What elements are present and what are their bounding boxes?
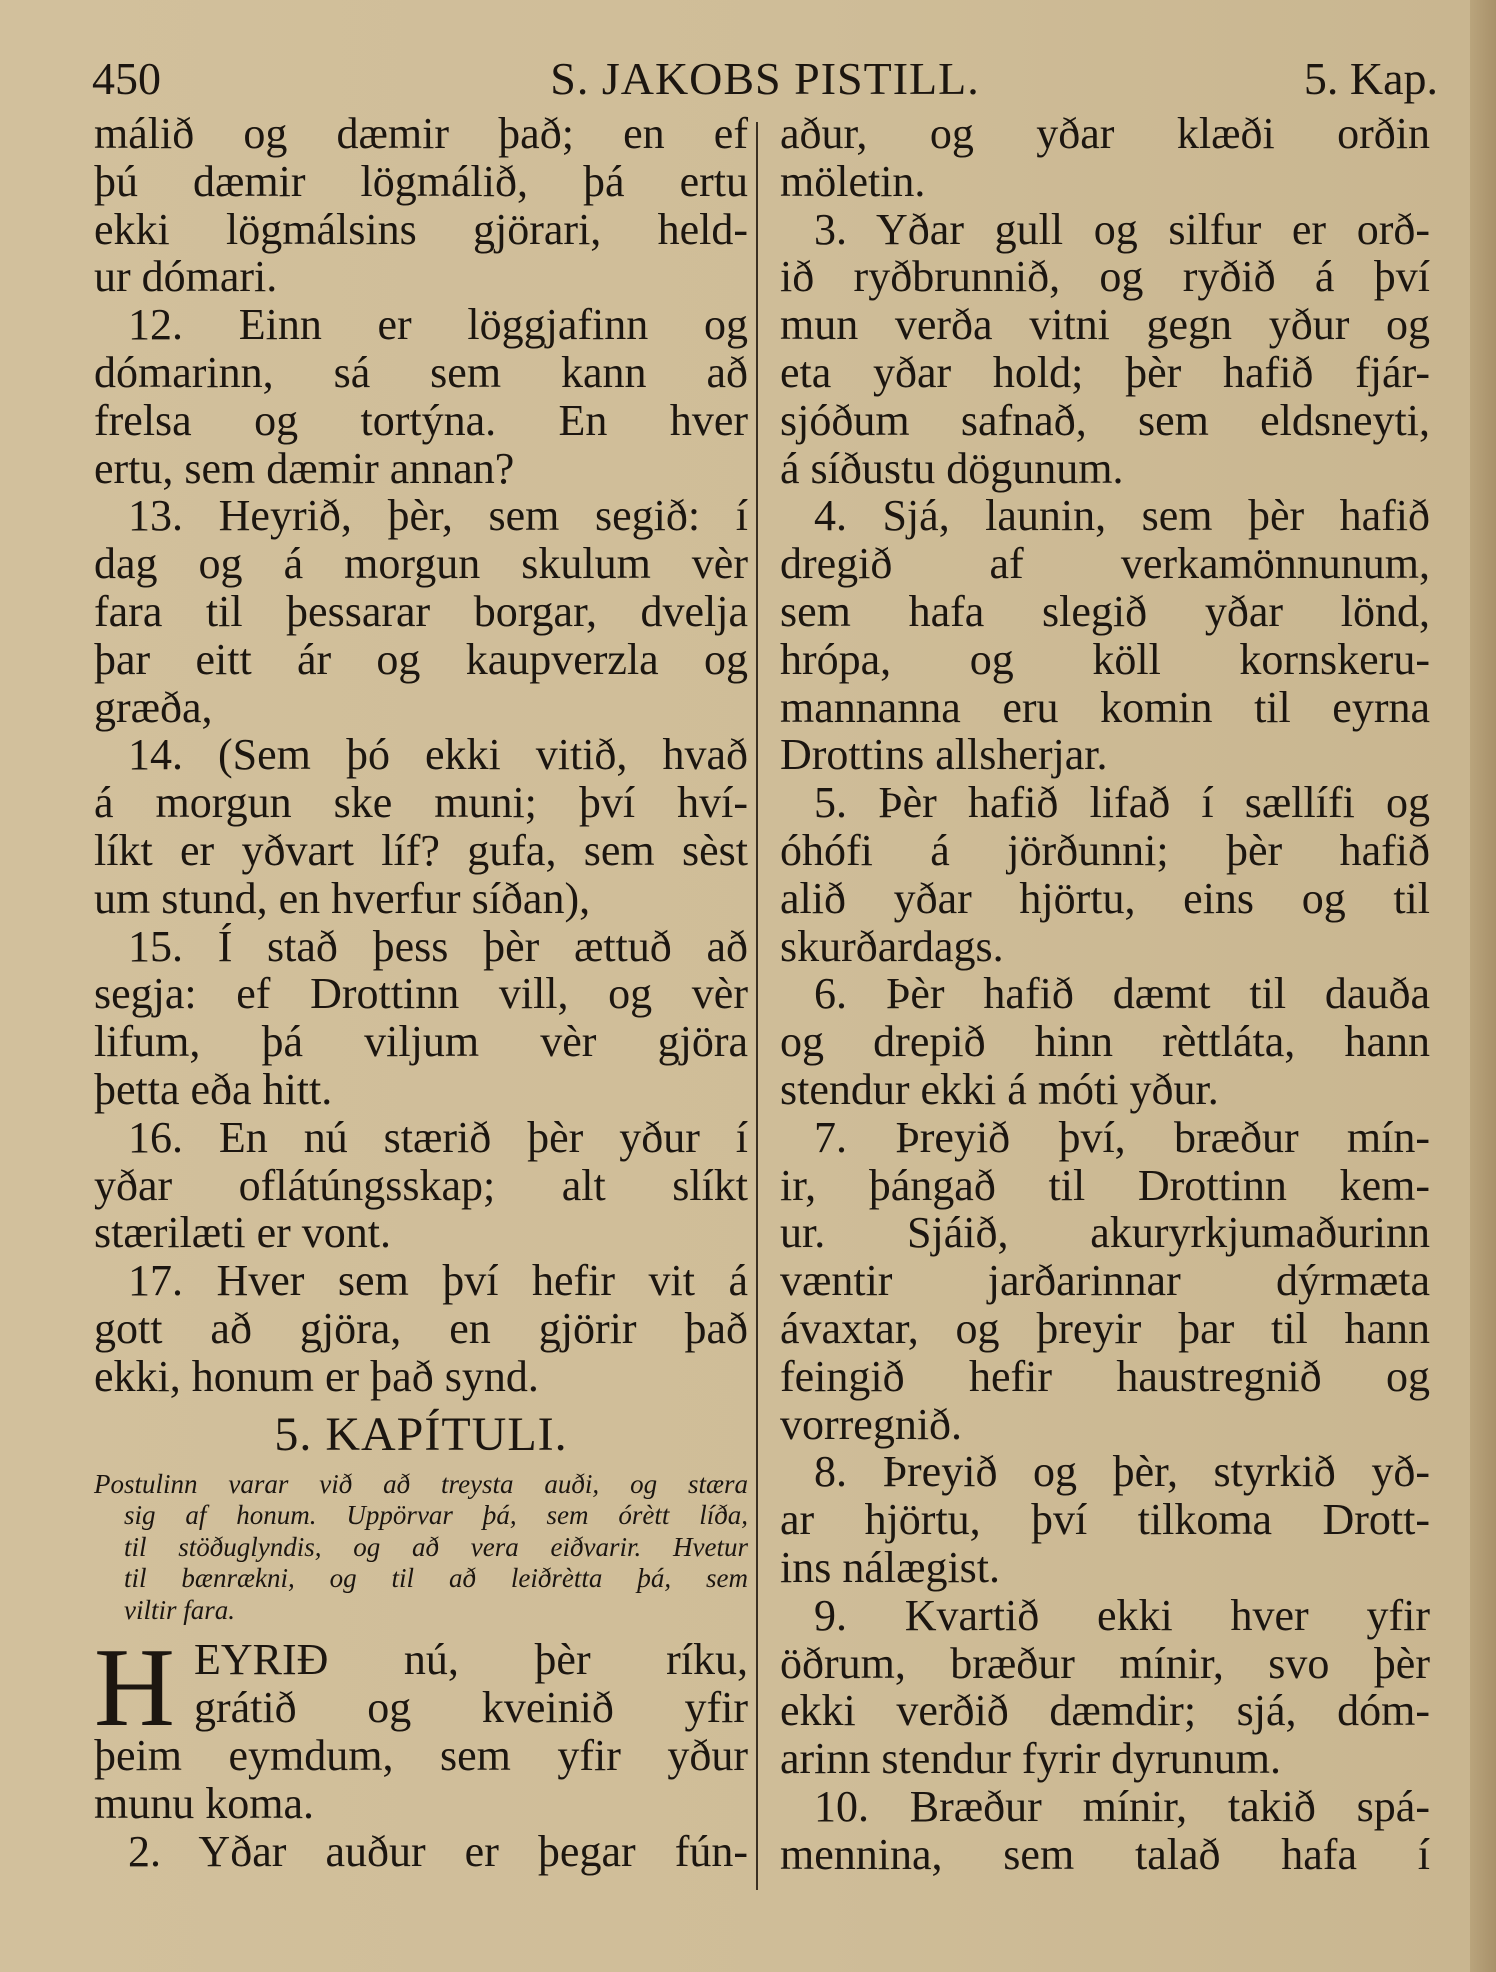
text-line: 13. Heyrið, þèr, sem segið: í bbox=[128, 491, 748, 541]
summary-line: til bænrækni, og til að leiðrètta þá, sem bbox=[124, 1563, 748, 1594]
text-line: þú dæmir lögmálið, þá ertu bbox=[94, 156, 748, 206]
right-text-block bbox=[780, 110, 1430, 1878]
text-line: mannanna eru komin til eyrna bbox=[780, 682, 1430, 732]
text-line: ekki verðið dæmdir; sjá, dóm- bbox=[780, 1686, 1430, 1736]
text-line: 4. Sjá, launin, sem þèr hafið bbox=[814, 491, 1430, 541]
text-line: þeim eymdum, sem yfir yður bbox=[94, 1731, 748, 1781]
text-line: feingið hefir haustregnið og bbox=[780, 1351, 1430, 1401]
left-column bbox=[94, 110, 748, 1875]
text-line: 6. Þèr hafið dæmt til dauða bbox=[814, 969, 1430, 1019]
text-line: 15. Í stað þess þèr ættuð að bbox=[128, 921, 748, 971]
text-line: 7. Þreyið því, bræður mín- bbox=[814, 1112, 1430, 1162]
text-line: líkt er yðvart líf? gufa, sem sèst bbox=[94, 825, 748, 875]
text-line: ur dómari. bbox=[94, 252, 278, 302]
text-line: þetta eða hitt. bbox=[94, 1064, 333, 1114]
text-line: gott að gjöra, en gjörir það bbox=[94, 1303, 748, 1353]
text-line: lifum, þá viljum vèr gjöra bbox=[94, 1017, 748, 1067]
text-line: málið og dæmir það; en ef bbox=[94, 109, 748, 158]
text-line: um stund, en hverfur síðan), bbox=[94, 873, 591, 923]
left-text-block-end bbox=[94, 1732, 748, 1875]
text-line: ur. Sjáið, akuryrkjumaðurinn bbox=[780, 1208, 1430, 1258]
text-line: segja: ef Drottinn vill, og vèr bbox=[94, 969, 748, 1019]
text-line: arinn stendur fyrir dyrunum. bbox=[780, 1734, 1281, 1784]
text-line: frelsa og tortýna. En hver bbox=[94, 395, 748, 445]
text-line: ávaxtar, og þreyir þar til hann bbox=[780, 1303, 1430, 1353]
summary-line: Postulinn varar við að treysta auði, og stæra bbox=[94, 1468, 748, 1499]
text-line: skurðardags. bbox=[780, 921, 1004, 971]
text-line: á morgun ske muni; því hví- bbox=[94, 778, 748, 828]
running-header bbox=[92, 48, 1438, 110]
text-line: 8. Þreyið og þèr, styrkið yð- bbox=[814, 1447, 1430, 1497]
text-line: Drottins allsherjar. bbox=[780, 730, 1108, 780]
text-line: stærilæti er vont. bbox=[94, 1208, 391, 1258]
column-divider bbox=[756, 122, 758, 1890]
summary-line: til stöðuglyndis, og að vera eiðvarir. Hvetur bbox=[124, 1531, 748, 1562]
text-line: væntir jarðarinnar dýrmæta bbox=[780, 1256, 1430, 1306]
text-line: óhófi á jörðunni; þèr hafið bbox=[780, 825, 1430, 875]
chapter-marker: 5. Kap. bbox=[1303, 53, 1438, 104]
text-line: alið yðar hjörtu, eins og til bbox=[780, 873, 1430, 923]
chapter-heading: 5. KAPÍTULI. bbox=[274, 1407, 568, 1461]
text-line: 14. (Sem þó ekki vitið, hvað bbox=[128, 730, 748, 780]
summary-line: viltir fara. bbox=[124, 1594, 236, 1625]
text-line: ir, þángað til Drottinn kem- bbox=[780, 1160, 1430, 1210]
text-line: grátið og kveinið yfir bbox=[194, 1683, 748, 1733]
text-line: 5. Þèr hafið lifað í sællífi og bbox=[814, 778, 1430, 828]
text-line: 16. En nú stærið þèr yður í bbox=[128, 1112, 748, 1162]
running-title: S. JAKOBS PISTILL. bbox=[550, 53, 980, 104]
text-line: stendur ekki á móti yður. bbox=[780, 1064, 1219, 1114]
text-line: mennina, sem talað hafa í bbox=[780, 1829, 1430, 1879]
text-line: á síðustu dögunum. bbox=[780, 443, 1124, 493]
page-edge bbox=[1470, 0, 1496, 1972]
text-line: vorregnið. bbox=[780, 1399, 963, 1449]
text-line: og drepið hinn rèttláta, hann bbox=[780, 1017, 1430, 1067]
text-line: þar eitt ár og kaupverzla og bbox=[94, 634, 748, 684]
text-line: öðrum, bræður mínir, svo þèr bbox=[780, 1638, 1430, 1688]
text-line: hrópa, og köll kornskeru- bbox=[780, 634, 1430, 684]
text-line: 2. Yðar auður er þegar fún- bbox=[128, 1826, 748, 1876]
text-line: 10. Bræður mínir, takið spá- bbox=[814, 1781, 1430, 1831]
text-line: sjóðum safnað, sem eldsneyti, bbox=[780, 395, 1430, 445]
text-line: ertu, sem dæmir annan? bbox=[94, 443, 515, 493]
text-line: ið ryðbrunnið, og ryðið á því bbox=[780, 252, 1430, 302]
text-line: dómarinn, sá sem kann að bbox=[94, 347, 748, 397]
drop-cap: H bbox=[94, 1626, 175, 1751]
text-line: EYRIÐ nú, þèr ríku, bbox=[194, 1635, 748, 1685]
text-line: munu koma. bbox=[94, 1778, 314, 1828]
opening-paragraph bbox=[94, 1626, 748, 1751]
chapter-summary bbox=[94, 1469, 748, 1627]
text-line: dag og á morgun skulum vèr bbox=[94, 539, 748, 589]
left-text-block bbox=[94, 110, 748, 1401]
text-line: ekki lögmálsins gjörari, held- bbox=[94, 204, 748, 254]
text-line: aður, og yðar klæði orðin bbox=[780, 109, 1430, 158]
text-line: fara til þessarar borgar, dvelja bbox=[94, 586, 748, 636]
text-line: mun verða vitni gegn yður og bbox=[780, 300, 1430, 350]
text-line: eta yðar hold; þèr hafið fjár- bbox=[780, 347, 1430, 397]
text-line: yðar oflátúngsskap; alt slíkt bbox=[94, 1160, 748, 1210]
text-line: græða, bbox=[94, 682, 213, 732]
right-column bbox=[780, 110, 1430, 1878]
summary-line: sig af honum. Uppörvar þá, sem órètt líða, bbox=[124, 1500, 748, 1531]
text-line: ar hjörtu, því tilkoma Drott- bbox=[780, 1495, 1430, 1545]
text-line: ins nálægist. bbox=[780, 1542, 1001, 1592]
text-line: 3. Yðar gull og silfur er orð- bbox=[814, 204, 1430, 254]
text-line: 17. Hver sem því hefir vit á bbox=[128, 1256, 748, 1306]
page-number: 450 bbox=[92, 53, 161, 104]
text-line: 12. Einn er löggjafinn og bbox=[128, 300, 748, 350]
text-line: dregið af verkamönnunum, bbox=[780, 539, 1430, 589]
text-line: möletin. bbox=[780, 156, 926, 206]
text-line: 9. Kvartið ekki hver yfir bbox=[814, 1590, 1430, 1640]
text-line: ekki, honum er það synd. bbox=[94, 1351, 539, 1401]
text-line: sem hafa slegið yðar lönd, bbox=[780, 586, 1430, 636]
